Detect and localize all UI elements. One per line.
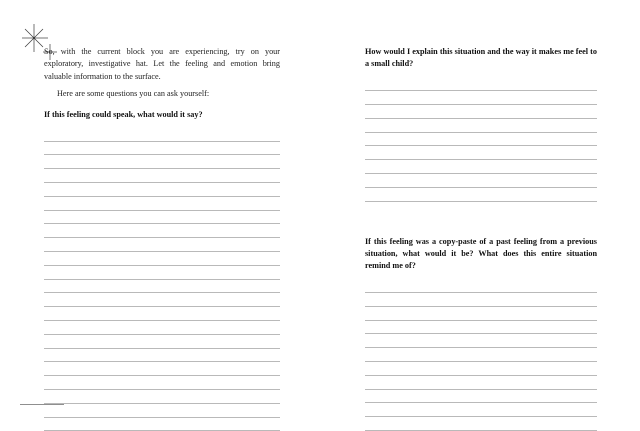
right-page-column [365, 46, 597, 431]
writing-line[interactable] [44, 183, 280, 197]
writing-line[interactable] [44, 307, 280, 321]
writing-line[interactable] [365, 376, 597, 390]
writing-line[interactable] [365, 105, 597, 119]
writing-line[interactable] [365, 91, 597, 105]
right-prompt-2: If this feeling was a copy-paste of a past feeling from a previous situation, what would it be? What does this entire situation remind me of? [365, 236, 597, 270]
writing-line[interactable] [44, 349, 280, 363]
section-spacer [365, 202, 597, 236]
footer-divider [20, 404, 64, 405]
writing-line[interactable] [365, 390, 597, 404]
writing-line[interactable] [44, 169, 280, 183]
left-paragraph-2: Here are some questions you can ask yourself: [57, 89, 210, 99]
writing-line[interactable] [44, 280, 280, 294]
writing-line[interactable] [365, 188, 597, 202]
left-paragraph-1: So, with the current block you are experiencing, try on your exploratory, investigative hat. Let the feeling and emotion bring valuable information to the surface. [44, 47, 280, 81]
writing-line[interactable] [365, 146, 597, 160]
writing-line[interactable] [44, 238, 280, 252]
writing-line[interactable] [365, 403, 597, 417]
writing-line[interactable] [365, 119, 597, 133]
writing-line[interactable] [44, 266, 280, 280]
writing-line[interactable] [44, 224, 280, 238]
left-prompt: If this feeling could speak, what would it say? [44, 109, 203, 119]
writing-line[interactable] [44, 252, 280, 266]
writing-line[interactable] [44, 335, 280, 349]
writing-line[interactable] [44, 390, 280, 404]
writing-line[interactable] [365, 321, 597, 335]
writing-line[interactable] [365, 293, 597, 307]
right-writing-lines-2[interactable] [365, 279, 597, 431]
writing-line[interactable] [44, 418, 280, 431]
writing-line[interactable] [44, 197, 280, 211]
left-page-column [44, 46, 280, 431]
writing-line[interactable] [365, 307, 597, 321]
writing-line[interactable] [365, 334, 597, 348]
writing-line[interactable] [44, 362, 280, 376]
left-writing-lines[interactable] [44, 128, 280, 431]
writing-line[interactable] [44, 211, 280, 225]
writing-line[interactable] [44, 155, 280, 169]
writing-line[interactable] [365, 133, 597, 147]
writing-line[interactable] [365, 160, 597, 174]
writing-line[interactable] [44, 404, 280, 418]
right-writing-lines-1[interactable] [365, 77, 597, 201]
writing-line[interactable] [365, 174, 597, 188]
writing-line[interactable] [44, 128, 280, 142]
writing-line[interactable] [365, 417, 597, 431]
writing-line[interactable] [365, 362, 597, 376]
writing-line[interactable] [365, 77, 597, 91]
writing-line[interactable] [44, 142, 280, 156]
writing-line[interactable] [44, 293, 280, 307]
writing-line[interactable] [44, 321, 280, 335]
writing-line[interactable] [365, 279, 597, 293]
writing-line[interactable] [365, 348, 597, 362]
right-prompt-1: How would I explain this situation and the way it makes me feel to a small child? [365, 47, 597, 69]
writing-line[interactable] [44, 376, 280, 390]
